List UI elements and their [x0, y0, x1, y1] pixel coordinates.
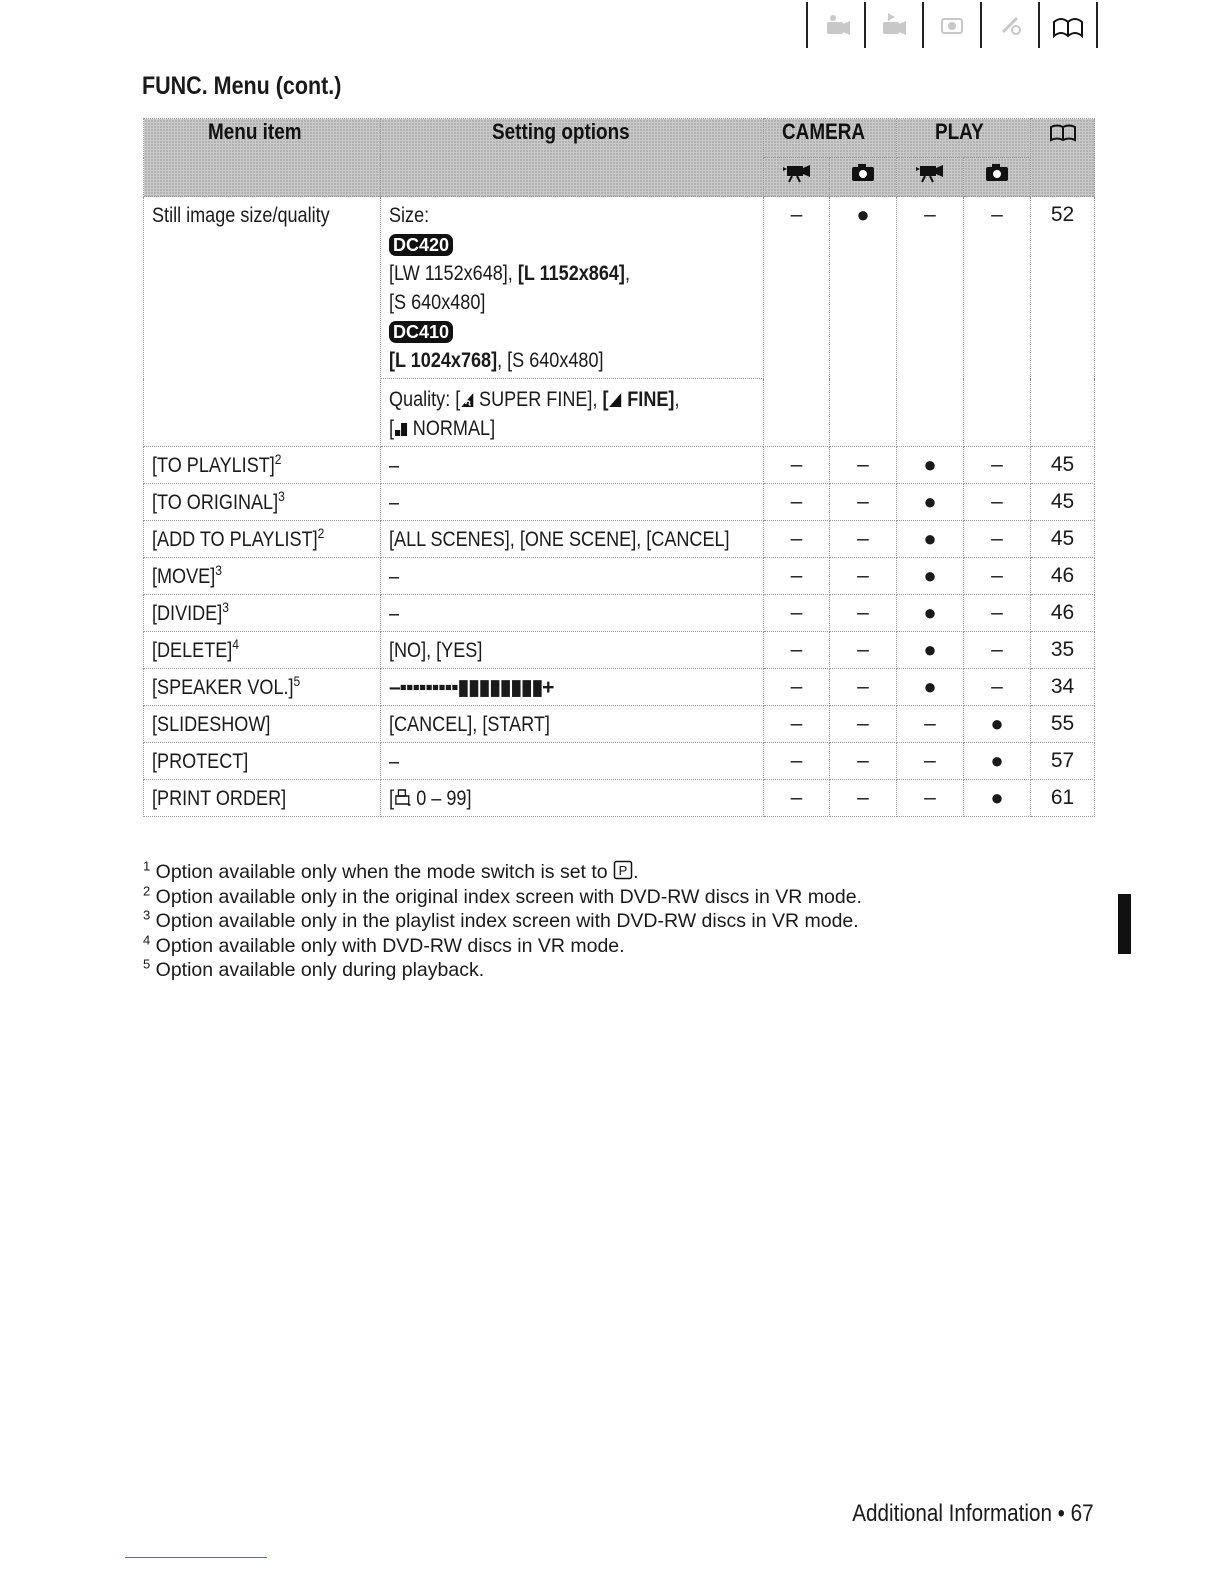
- mark-camera-movie: –: [764, 743, 830, 780]
- footnotes: [143, 860, 862, 983]
- tab-additional-information[interactable]: [1038, 2, 1098, 48]
- footnote-ref: 5: [293, 673, 301, 689]
- photo-play-icon: [993, 10, 1027, 40]
- setting-options-cell: [381, 669, 764, 706]
- model-badge-dc420: DC420: [389, 234, 453, 256]
- page-reference: 45: [1031, 484, 1095, 521]
- footnote-number: 2: [143, 883, 151, 899]
- footer-rule: [125, 1557, 267, 1558]
- program-mode-icon: [613, 860, 633, 880]
- page-reference: 52: [1031, 197, 1095, 447]
- page-reference: 46: [1031, 558, 1095, 595]
- func-menu-table: [143, 118, 1095, 817]
- superfine-quality-icon: [460, 392, 474, 408]
- footnote-number: 4: [143, 932, 151, 948]
- menu-item-cell: [DELETE]$^4$: [144, 632, 381, 669]
- footnote: $^1$ Option available only when the mode switch is set to P .: [143, 858, 639, 883]
- mark-play-movie: ●: [897, 558, 964, 595]
- menu-item-cell: [DIVIDE]$^3$: [144, 595, 381, 632]
- table-row: [144, 706, 1095, 743]
- camcorder-record-icon: [819, 10, 853, 40]
- footer-section: Additional Information: [852, 1500, 1053, 1527]
- page-reference: 45: [1031, 447, 1095, 484]
- setting-options-cell: –: [381, 484, 764, 521]
- mark-camera-photo: –: [830, 706, 897, 743]
- mark-camera-photo: –: [830, 743, 897, 780]
- header-page-reference: [1031, 119, 1095, 197]
- header-menu-item: Menu item: [144, 119, 381, 197]
- tab-photo-record[interactable]: [922, 2, 980, 48]
- table-row: [144, 669, 1095, 706]
- size-options-cell: Size: DC420 [LW 1152x648], [L 1152x864], [S 640x480] DC410 [L 1024x768], [S 640x480]: [381, 197, 764, 379]
- mark-play-movie: –: [897, 197, 964, 447]
- setting-options-cell: –: [381, 558, 764, 595]
- page-reference: 45: [1031, 521, 1095, 558]
- mark-camera-photo: –: [830, 669, 897, 706]
- camcorder-play-icon: [877, 10, 911, 40]
- table-row: [144, 743, 1095, 780]
- mark-camera-photo: –: [830, 558, 897, 595]
- menu-item-cell: [TO ORIGINAL]$^3$: [144, 484, 381, 521]
- model-badge-dc410: DC410: [389, 321, 453, 343]
- mark-play-photo: –: [964, 632, 1031, 669]
- footnote-text: Option available only when the mode switch is set to: [155, 861, 614, 883]
- setting-options-cell: [CANCEL], [START]: [381, 706, 764, 743]
- mark-camera-movie: –: [764, 484, 830, 521]
- mark-camera-photo: ●: [830, 197, 897, 447]
- footnote-ref: 3: [215, 562, 222, 578]
- mark-play-photo: –: [964, 484, 1031, 521]
- book-icon: [1048, 122, 1078, 144]
- footnote-text: Option available only with DVD-RW discs in VR mode.: [155, 934, 625, 957]
- mark-camera-movie: –: [764, 595, 830, 632]
- table-row: [144, 447, 1095, 484]
- menu-item-cell: [MOVE]$^3$: [144, 558, 381, 595]
- normal-quality-icon: [394, 421, 408, 437]
- page-reference: 57: [1031, 743, 1095, 780]
- footnote: [143, 958, 862, 983]
- mark-camera-movie: –: [764, 521, 830, 558]
- mark-camera-movie: –: [764, 780, 830, 817]
- header-play-movie: [897, 158, 964, 197]
- mark-camera-movie: –: [764, 558, 830, 595]
- page-reference: 55: [1031, 706, 1095, 743]
- setting-options-cell: [NO], [YES]: [381, 632, 764, 669]
- table-row: [144, 558, 1095, 595]
- mark-play-movie: ●: [897, 632, 964, 669]
- quality-options-cell: Quality: [ SUPER FINE], [ FINE], [ NORMAL]: [381, 379, 764, 447]
- footnote-text: Option available only in the original index screen with DVD-RW discs in VR mode.: [155, 885, 862, 908]
- mark-play-photo: –: [964, 558, 1031, 595]
- mark-play-photo: –: [964, 447, 1031, 484]
- mark-camera-movie: –: [764, 706, 830, 743]
- menu-item-cell: [ADD TO PLAYLIST]$^2$: [144, 521, 381, 558]
- footnote-ref: 3: [278, 488, 285, 504]
- footnote: [143, 934, 862, 959]
- tab-camcorder-play[interactable]: [864, 2, 922, 48]
- menu-item-cell: [SPEAKER VOL.]$^5$: [144, 669, 381, 706]
- table-row: [144, 780, 1095, 817]
- footnote-number: 5: [143, 956, 151, 972]
- mark-play-movie: ●: [897, 521, 964, 558]
- table-row: [144, 521, 1095, 558]
- header-camera-photo: [830, 158, 897, 197]
- volume-scale: –▪▪▪▪▪▪▪▪▪▮▮▮▮▮▮▮▮+: [389, 676, 554, 699]
- header-setting-options: Setting options: [381, 119, 764, 197]
- page-reference: 34: [1031, 669, 1095, 706]
- mark-play-photo: –: [964, 595, 1031, 632]
- photo-record-icon: [935, 10, 969, 40]
- page-reference: 61: [1031, 780, 1095, 817]
- mark-camera-movie: –: [764, 447, 830, 484]
- movie-mode-icon: [782, 161, 812, 183]
- footnote-ref: 3: [222, 599, 229, 615]
- mark-camera-photo: –: [830, 595, 897, 632]
- footnote-number: 3: [143, 907, 151, 923]
- thumb-index-marker: [1118, 894, 1131, 954]
- footnote-ref: 4: [232, 636, 240, 652]
- mark-play-photo: ●: [964, 706, 1031, 743]
- mark-play-movie: ●: [897, 669, 964, 706]
- page-title: FUNC. Menu (cont.): [142, 72, 342, 100]
- menu-item-cell: [PRINT ORDER]: [144, 780, 381, 817]
- mark-camera-movie: –: [764, 197, 830, 447]
- menu-item-cell: Still image size/quality: [144, 197, 381, 447]
- mark-camera-movie: –: [764, 669, 830, 706]
- menu-item-cell: [PROTECT]: [144, 743, 381, 780]
- mark-play-movie: –: [897, 706, 964, 743]
- page-reference: 35: [1031, 632, 1095, 669]
- mark-camera-photo: –: [830, 447, 897, 484]
- table-row-still-image: [144, 197, 1095, 379]
- book-icon: [1051, 10, 1085, 40]
- header-play-photo: [964, 158, 1031, 197]
- table-row: [144, 595, 1095, 632]
- mark-play-movie: –: [897, 780, 964, 817]
- header-play: PLAY: [897, 119, 1031, 158]
- setting-options-cell: [ALL SCENES], [ONE SCENE], [CANCEL]: [381, 521, 764, 558]
- footnote-number: 1: [143, 858, 151, 874]
- mark-camera-movie: –: [764, 632, 830, 669]
- movie-mode-icon: [915, 161, 945, 183]
- section-tabs: [806, 2, 1098, 48]
- mark-play-movie: ●: [897, 484, 964, 521]
- setting-options-cell: –: [381, 447, 764, 484]
- mark-play-photo: –: [964, 197, 1031, 447]
- footnote-text: Option available only during playback.: [155, 959, 485, 982]
- header-camera: CAMERA: [764, 119, 897, 158]
- mark-camera-photo: –: [830, 484, 897, 521]
- print-icon: [394, 789, 411, 807]
- table-row: [144, 632, 1095, 669]
- mark-play-movie: –: [897, 743, 964, 780]
- fine-quality-icon: [609, 392, 623, 408]
- footnote: [143, 909, 862, 934]
- mark-play-photo: ●: [964, 780, 1031, 817]
- setting-options-cell: [ 0 – 99]: [381, 780, 764, 817]
- setting-options-cell: –: [381, 743, 764, 780]
- menu-item-cell: [SLIDESHOW]: [144, 706, 381, 743]
- still-camera-icon: [982, 161, 1012, 183]
- header-camera-movie: [764, 158, 830, 197]
- footnote: [143, 885, 862, 910]
- still-camera-icon: [848, 161, 878, 183]
- svg-text:P: P: [618, 863, 628, 878]
- mark-play-movie: ●: [897, 447, 964, 484]
- page-reference: 46: [1031, 595, 1095, 632]
- table-row: [144, 484, 1095, 521]
- footer-separator: •: [1058, 1500, 1066, 1527]
- footnote-text: Option available only in the playlist index screen with DVD-RW discs in VR mode.: [155, 910, 859, 933]
- menu-item-cell: [TO PLAYLIST]$^2$: [144, 447, 381, 484]
- tab-photo-play[interactable]: [980, 2, 1038, 48]
- page-footer: [813, 1500, 1094, 1528]
- footnote-ref: 2: [274, 451, 282, 467]
- footer-page-number: 67: [1071, 1500, 1094, 1527]
- footnote-ref: 2: [317, 525, 325, 541]
- setting-options-cell: –: [381, 595, 764, 632]
- mark-camera-photo: –: [830, 521, 897, 558]
- mark-camera-photo: –: [830, 632, 897, 669]
- mark-play-photo: –: [964, 521, 1031, 558]
- mark-play-photo: ●: [964, 743, 1031, 780]
- mark-camera-photo: –: [830, 780, 897, 817]
- mark-play-photo: –: [964, 669, 1031, 706]
- tab-camcorder-record[interactable]: [806, 2, 864, 48]
- mark-play-movie: ●: [897, 595, 964, 632]
